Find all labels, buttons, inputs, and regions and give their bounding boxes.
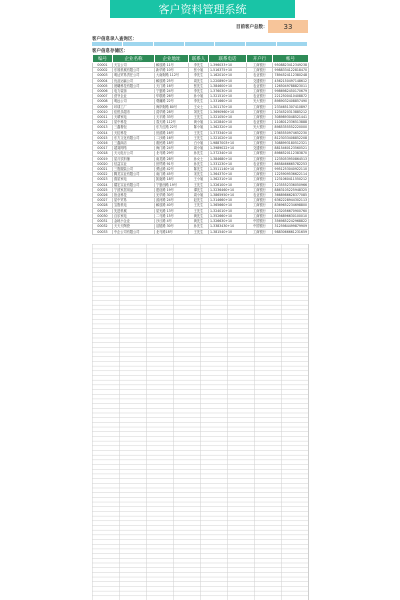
cell-bank[interactable]: 农业银行 (247, 120, 273, 125)
cell-id[interactable]: 00024 (93, 182, 113, 187)
cell-bank[interactable]: 工商银行 (247, 182, 273, 187)
cell-account[interactable]: 1235053950864513 (273, 156, 309, 161)
cell-account[interactable]: 3668986628377085 (273, 193, 309, 198)
cell-company[interactable]: 东方文化有限公司 (113, 135, 155, 140)
cell-company[interactable]: 宝胜机电 (113, 203, 155, 208)
cell-address[interactable]: 宁夏路 24号 (155, 89, 189, 94)
cell-company[interactable]: 天宝公司 (113, 63, 155, 68)
cell-company[interactable]: 电力装饰 (113, 89, 155, 94)
cell-address[interactable]: 南门路 45号 (155, 172, 189, 177)
table-row[interactable] (93, 135, 309, 140)
table-row[interactable] (93, 83, 309, 88)
header-account[interactable]: 帐号 (273, 55, 309, 63)
cell-company[interactable]: 百乐家电 (113, 213, 155, 218)
cell-contact[interactable]: 周小姐 (189, 193, 209, 198)
cell-address[interactable]: 春天路 112号 (155, 120, 189, 125)
cell-bank[interactable]: 工商银行 (247, 68, 273, 73)
cell-address[interactable]: 天门路 16号 (155, 83, 189, 88)
cell-phone[interactable]: 1-372340+10 (209, 151, 247, 156)
cell-address[interactable]: 二沙路 16号 (155, 135, 189, 140)
cell-id[interactable]: 00025 (93, 187, 113, 192)
cell-contact[interactable]: 陈先生 (189, 167, 209, 172)
cell-id[interactable]: 00022 (93, 172, 113, 177)
cell-bank[interactable]: 农业银行 (247, 83, 273, 88)
cell-phone[interactable]: 1-301170+10 (209, 104, 247, 109)
cell-contact[interactable]: 孙先生 (189, 151, 209, 156)
cell-account[interactable]: 8985355552220000 (273, 125, 309, 130)
table-row[interactable] (93, 120, 309, 125)
cell-account[interactable]: 2334651307410897 (273, 104, 309, 109)
cell-id[interactable]: 00002 (93, 68, 113, 73)
cell-bank[interactable]: 工商银行 (247, 172, 273, 177)
cell-contact[interactable]: 李先生 (189, 63, 209, 68)
cell-bank[interactable]: 工商银行 (247, 130, 273, 135)
cell-company[interactable]: 超赛网络 (113, 146, 155, 151)
cell-phone[interactable]: 1-3236460+10 (209, 187, 247, 192)
cell-address[interactable]: 天平路 33号 (155, 115, 189, 120)
cell-account[interactable]: 4562150497148612 (273, 78, 309, 83)
cell-account[interactable]: 2212500410408872 (273, 94, 309, 99)
cell-contact[interactable]: 孙先生 (189, 224, 209, 229)
cell-account[interactable]: 1232056670900760 (273, 208, 309, 213)
cell-id[interactable]: 00028 (93, 203, 113, 208)
cell-phone[interactable]: 1-162010+10 (209, 73, 247, 78)
cell-address[interactable]: 星光路 13号 (155, 208, 189, 213)
cell-id[interactable]: 00029 (93, 208, 113, 213)
page-title: 客户资料管理系统 (110, 0, 295, 18)
cell-contact[interactable]: 白小姐 (189, 141, 209, 146)
cell-address[interactable]: 北马路18号 (155, 229, 189, 234)
cell-phone[interactable]: 1-326630+10 (209, 219, 247, 224)
cell-company[interactable]: 蔚星家电 (113, 177, 155, 182)
cell-address[interactable]: 建设路 19号 (155, 187, 189, 192)
cell-contact[interactable]: 孙小姐 (189, 94, 209, 99)
cell-contact[interactable]: 张小姐 (189, 68, 209, 73)
empty-sheet-grid[interactable] (92, 244, 309, 600)
cell-bank[interactable]: 光大银行 (247, 125, 273, 130)
cell-contact[interactable]: 黄小姐 (189, 120, 209, 125)
table-row[interactable] (93, 182, 309, 187)
cell-company[interactable]: 天元电行公司 (113, 151, 155, 156)
cell-address[interactable]: 新华路 10号 (155, 68, 189, 73)
cell-address[interactable]: 涪陵路 30号 (155, 224, 189, 229)
cell-address[interactable]: 北马路 29号 (155, 151, 189, 156)
cell-contact[interactable]: 谭先生 (189, 187, 209, 192)
cell-id[interactable]: 00021 (93, 167, 113, 172)
cell-phone[interactable]: 1-376030+10 (209, 89, 247, 94)
table-row[interactable] (93, 161, 309, 166)
cell-company[interactable]: 佳悦乐超市 (113, 109, 155, 114)
cell-id[interactable]: 00006 (93, 89, 113, 94)
cell-account[interactable]: 3089893048521441 (273, 115, 309, 120)
query-cell-bank[interactable] (246, 42, 277, 46)
cell-account[interactable]: 3125984499879909 (273, 224, 309, 229)
cell-bank[interactable]: 农业银行 (247, 193, 273, 198)
cell-bank[interactable]: 工商银行 (247, 115, 273, 120)
table-row[interactable] (93, 109, 309, 114)
cell-contact[interactable]: 周小姐 (189, 146, 209, 151)
cell-contact[interactable]: 赵先生 (189, 198, 209, 203)
cell-account[interactable]: 8369652234698800 (273, 203, 309, 208)
query-cell-contact[interactable] (185, 42, 216, 46)
cell-id[interactable]: 00018 (93, 151, 113, 156)
table-row[interactable] (93, 125, 309, 130)
cell-phone[interactable]: 1-321020+10 (209, 135, 247, 140)
table-row[interactable] (93, 187, 309, 192)
cell-bank[interactable]: 农业银行 (247, 73, 273, 78)
cell-phone[interactable]: 1-352660+10 (209, 213, 247, 218)
cell-id[interactable]: 00015 (93, 135, 113, 140)
cell-address[interactable]: 沙丘路 4号 (155, 219, 189, 224)
cell-company[interactable]: 天虹科技 (113, 130, 155, 135)
cell-account[interactable]: 8863105225948325 (273, 187, 309, 192)
cell-company[interactable]: 东晟机械有限公司 (113, 68, 155, 73)
query-cell-name[interactable] (123, 42, 154, 46)
cell-contact[interactable]: 王先生 (189, 135, 209, 140)
cell-address[interactable]: 南龙路 28号 (155, 156, 189, 161)
cell-company[interactable]: 明达贸易责任公司 (113, 73, 155, 78)
table-row[interactable] (93, 193, 309, 198)
cell-contact[interactable]: 陈小姐 (189, 125, 209, 130)
cell-phone[interactable]: 1-321050+10 (209, 115, 247, 120)
table-row[interactable] (93, 151, 309, 156)
query-section-label: 客户信息录入查询区： (92, 37, 137, 42)
cell-address[interactable]: 光华路 30号 (155, 193, 189, 198)
cell-bank[interactable]: 工商银行 (247, 89, 273, 94)
cell-company[interactable]: 先进机械 (113, 208, 155, 213)
cell-phone[interactable]: 1-314660+10 (209, 198, 247, 203)
table-row[interactable] (93, 198, 309, 203)
cell-id[interactable]: 00033 (93, 229, 113, 234)
header-phone[interactable]: 联系电话 (209, 55, 247, 63)
customer-table (92, 54, 309, 235)
cell-phone[interactable]: 1-362320+10 (209, 125, 247, 130)
cell-account[interactable]: 9986982450170679 (273, 89, 309, 94)
cell-id[interactable]: 00026 (93, 193, 113, 198)
cell-phone[interactable]: 1-220890+10 (209, 78, 247, 83)
cell-id[interactable]: 00030 (93, 213, 113, 218)
cell-contact[interactable]: 李先生 (189, 73, 209, 78)
cell-company[interactable]: 耀宏实业有限公司 (113, 182, 155, 187)
cell-id[interactable]: 00019 (93, 156, 113, 161)
table-row[interactable] (93, 99, 309, 104)
customer-count-label: 目前客户总数： (236, 25, 268, 30)
customer-count-value: 33 (268, 20, 308, 33)
cell-account[interactable]: 8815460123560521 (273, 146, 309, 151)
cell-id[interactable]: 00031 (93, 219, 113, 224)
cell-id[interactable]: 00023 (93, 177, 113, 182)
cell-phone[interactable]: 1-381540+10 (209, 229, 247, 234)
table-row[interactable] (93, 219, 309, 224)
cell-contact[interactable]: 王小姐 (189, 177, 209, 182)
table-row[interactable] (93, 89, 309, 94)
cell-contact[interactable]: 王先生 (189, 182, 209, 187)
cell-phone[interactable]: 1-326100+10 (209, 182, 247, 187)
cell-account[interactable]: 1234520313885212 (273, 109, 309, 114)
cell-contact[interactable]: 宋先生 (189, 172, 209, 177)
cell-account[interactable]: 2365550974652230 (273, 130, 309, 135)
cell-address[interactable]: 华联路 26号 (155, 94, 189, 99)
cell-contact[interactable]: 李先生 (189, 99, 209, 104)
table-row[interactable] (93, 177, 309, 182)
cell-address[interactable]: 解放路 25号 (155, 78, 189, 83)
cell-contact[interactable]: 孙先生 (189, 161, 209, 166)
cell-contact[interactable]: 黄先生 (189, 213, 209, 218)
cell-id[interactable]: 00020 (93, 161, 113, 166)
cell-bank[interactable]: 工商银行 (247, 203, 273, 208)
cell-contact[interactable]: 王先生 (189, 208, 209, 213)
cell-address[interactable]: 清华路 28号 (155, 109, 189, 114)
cell-phone[interactable]: 1-384600+10 (209, 83, 247, 88)
cell-bank[interactable]: 工商银行 (247, 167, 273, 172)
cell-company[interactable]: 天天天陶瓷 (113, 224, 155, 229)
cell-id[interactable]: 00005 (93, 83, 113, 88)
cell-phone[interactable]: 1-364370+10 (209, 172, 247, 177)
cell-account[interactable]: 3569852242968822 (273, 219, 309, 224)
cell-id[interactable]: 00009 (93, 104, 113, 109)
cell-contact[interactable]: 张先生 (189, 83, 209, 88)
cell-phone[interactable]: 1-102840+10 (209, 120, 247, 125)
cell-id[interactable]: 00004 (93, 78, 113, 83)
cell-account[interactable]: 8989032408857490 (273, 99, 309, 104)
cell-bank[interactable]: 农业银行 (247, 161, 273, 166)
cell-address[interactable]: 勇达路 42号 (155, 167, 189, 172)
cell-phone[interactable]: 1-3511140+10 (209, 167, 247, 172)
table-row[interactable] (93, 63, 309, 68)
cell-phone[interactable]: 1-3383430+10 (209, 224, 247, 229)
cell-phone[interactable]: 1-365660+10 (209, 203, 247, 208)
query-cell-address[interactable] (154, 42, 185, 46)
cell-phone[interactable]: 1-373340+10 (209, 130, 247, 135)
cell-account[interactable]: 8986520112383870 (273, 151, 309, 156)
cell-address[interactable]: 惠民路 18号 (155, 141, 189, 146)
cell-bank[interactable]: 交通银行 (247, 78, 273, 83)
cell-contact[interactable]: 王女士 (189, 104, 209, 109)
cell-company[interactable]: 欣业科技 (113, 193, 155, 198)
cell-phone[interactable]: 1-321510+10 (209, 94, 247, 99)
cell-id[interactable]: 00008 (93, 99, 113, 104)
table-header-row (93, 55, 309, 63)
cell-company[interactable]: 宁波家居用品 (113, 187, 155, 192)
table-row[interactable] (93, 213, 309, 218)
cell-phone[interactable]: 1-324010+10 (209, 208, 247, 213)
cell-bank[interactable]: 工商银行 (247, 156, 273, 161)
cell-bank[interactable]: 工商银行 (247, 135, 273, 140)
cell-id[interactable]: 00016 (93, 141, 113, 146)
cell-bank[interactable]: 光大银行 (247, 99, 273, 104)
cell-company[interactable]: 明远公司 (113, 99, 155, 104)
cell-account[interactable]: 1235552336050966 (273, 182, 309, 187)
cell-phone[interactable]: 1-516375+10 (209, 68, 247, 73)
cell-id[interactable]: 00017 (93, 146, 113, 151)
cell-id[interactable]: 00001 (93, 63, 113, 68)
cell-address[interactable]: 解放路 40号 (155, 203, 189, 208)
cell-phone[interactable]: 1-362310+10 (209, 177, 247, 182)
cell-account[interactable]: 8658466665782253 (273, 161, 309, 166)
table-row[interactable] (93, 104, 309, 109)
table-row[interactable] (93, 78, 309, 83)
table-row[interactable] (93, 172, 309, 177)
table-row[interactable] (93, 73, 309, 78)
cell-bank[interactable]: 工商银行 (247, 213, 273, 218)
cell-company[interactable]: 三鑫商店 (113, 141, 155, 146)
cell-contact[interactable]: 孙女士 (189, 156, 209, 161)
cell-company[interactable]: 星月饮料铺 (113, 156, 155, 161)
cell-company[interactable]: 星中贸易 (113, 198, 155, 203)
table-row[interactable] (93, 156, 309, 161)
cell-phone[interactable]: 1-331230+10 (209, 161, 247, 166)
query-input-row[interactable] (92, 42, 308, 46)
cell-address[interactable]: 二马路 15号 (155, 213, 189, 218)
cell-bank[interactable]: 工商银行 (247, 198, 273, 203)
cell-address[interactable]: 世滨路 16号 (155, 130, 189, 135)
cell-contact[interactable]: 周先生 (189, 78, 209, 83)
table-row[interactable] (93, 68, 309, 73)
cell-phone[interactable]: 1-396033+10 (209, 63, 247, 68)
cell-address[interactable]: 宁夏西路 19号 (155, 182, 189, 187)
header-id[interactable]: 编号 (93, 55, 113, 63)
table-row[interactable] (93, 141, 309, 146)
table-body (93, 63, 309, 235)
cell-address[interactable]: 解放路 11号 (155, 63, 189, 68)
cell-bank[interactable]: 交通银行 (247, 146, 273, 151)
cell-company[interactable]: 中企公司有限公司 (113, 229, 155, 234)
cell-account[interactable]: 8556896630100010 (273, 213, 309, 218)
cell-bank[interactable]: 工商银行 (247, 187, 273, 192)
cell-id[interactable]: 00010 (93, 109, 113, 114)
cell-company[interactable]: 腾龙实业有限公司 (113, 172, 155, 177)
header-bank[interactable]: 开户行 (247, 55, 273, 63)
cell-bank[interactable]: 工商银行 (247, 63, 273, 68)
cell-bank[interactable]: 中国银行 (247, 219, 273, 224)
cell-account[interactable]: 9508823412349238 (273, 63, 309, 68)
table-row[interactable] (93, 208, 309, 213)
cell-account[interactable]: 9988334122818470 (273, 68, 309, 73)
cell-account[interactable]: 9951253040922110 (273, 167, 309, 172)
cell-address[interactable]: 滨河路 24号 (155, 198, 189, 203)
cell-account[interactable]: 1225909536622114 (273, 172, 309, 177)
query-cell-phone[interactable] (215, 42, 246, 46)
cell-account[interactable]: 6362228944302113 (273, 198, 309, 203)
cell-phone[interactable]: 1-3989022+10 (209, 146, 247, 151)
cell-id[interactable]: 00032 (93, 224, 113, 229)
cell-id[interactable]: 00011 (93, 115, 113, 120)
cell-id[interactable]: 00013 (93, 125, 113, 130)
cell-phone[interactable]: 1-9887003+10 (209, 141, 247, 146)
cell-contact[interactable]: 王先生 (189, 229, 209, 234)
cell-company[interactable]: 信益实业 (113, 161, 155, 166)
cell-bank[interactable]: 中国银行 (247, 224, 273, 229)
cell-bank[interactable]: 工商银行 (247, 151, 273, 156)
cell-company[interactable]: 星中科技 (113, 120, 155, 125)
cell-company[interactable]: 环球工厂 (113, 104, 155, 109)
cell-company[interactable]: 晨曦科技有限公司 (113, 83, 155, 88)
cell-company[interactable]: 三鑫餐包 (113, 125, 155, 130)
cell-address[interactable]: 观澜路 22号 (155, 99, 189, 104)
cell-id[interactable]: 00012 (93, 120, 113, 125)
cell-company[interactable]: 营爷企业 (113, 94, 155, 99)
cell-bank[interactable]: 工商银行 (247, 208, 273, 213)
cell-account[interactable]: 8123033408852208 (273, 135, 309, 140)
cell-bank[interactable]: 工商银行 (247, 177, 273, 182)
cell-company[interactable]: 天晴家电 (113, 115, 155, 120)
table-row[interactable] (93, 146, 309, 151)
table-row[interactable] (93, 224, 309, 229)
storage-section-label: 客户信息存储区： (92, 49, 128, 54)
cell-contact[interactable]: 刘先生 (189, 109, 209, 114)
cell-bank[interactable]: 工商银行 (247, 229, 273, 234)
cell-bank[interactable]: 农业银行 (247, 94, 273, 99)
cell-account[interactable]: 9883066661231659 (273, 229, 309, 234)
cell-address[interactable]: 海岸街路 80号 (155, 104, 189, 109)
cell-address[interactable]: 东方红路 22号 (155, 125, 189, 130)
cell-contact[interactable]: 王先生 (189, 203, 209, 208)
cell-account[interactable]: 7894524112380248 (273, 73, 309, 78)
cell-address[interactable]: 世贸路 91号 (155, 161, 189, 166)
table-row[interactable] (93, 130, 309, 135)
cell-account[interactable]: 3088993180512321 (273, 141, 309, 146)
cell-account[interactable]: 1265049788823011 (273, 83, 309, 88)
cell-contact[interactable]: 李先生 (189, 89, 209, 94)
table-row[interactable] (93, 167, 309, 172)
header-contact[interactable]: 联系人 (189, 55, 209, 63)
table-row[interactable] (93, 94, 309, 99)
cell-account[interactable]: 1108012336513888 (273, 120, 309, 125)
cell-address[interactable]: 海门路 24号 (155, 146, 189, 151)
cell-phone[interactable]: 1-384680+10 (209, 156, 247, 161)
cell-address[interactable]: 凯旋路 18号 (155, 177, 189, 182)
cell-id[interactable]: 00027 (93, 198, 113, 203)
header-company[interactable]: 企业名称 (113, 55, 155, 63)
cell-phone[interactable]: 1-3690960+10 (209, 109, 247, 114)
cell-bank[interactable]: 工商银行 (247, 104, 273, 109)
query-cell-account[interactable] (277, 42, 308, 46)
cell-account[interactable]: 1231060411550212 (273, 177, 309, 182)
cell-id[interactable]: 00007 (93, 94, 113, 99)
header-address[interactable]: 企业地址 (155, 55, 189, 63)
table-row[interactable] (93, 115, 309, 120)
cell-bank[interactable]: 工商银行 (247, 141, 273, 146)
cell-company[interactable]: 金地小企业 (113, 219, 155, 224)
cell-contact[interactable]: 黄先生 (189, 219, 209, 224)
cell-contact[interactable]: 王先生 (189, 130, 209, 135)
cell-company[interactable]: 三胜服装公司 (113, 167, 155, 172)
query-cell-id[interactable] (92, 42, 123, 46)
cell-contact[interactable]: 王先生 (189, 115, 209, 120)
cell-id[interactable]: 00014 (93, 130, 113, 135)
cell-phone[interactable]: 1-331660+10 (209, 99, 247, 104)
cell-bank[interactable]: 工商银行 (247, 109, 273, 114)
table-row[interactable] (93, 203, 309, 208)
cell-phone[interactable]: 1-3865950+10 (209, 193, 247, 198)
table-row[interactable] (93, 229, 309, 234)
cell-id[interactable]: 00003 (93, 73, 113, 78)
cell-address[interactable]: 大南街路 112号 (155, 73, 189, 78)
cell-company[interactable]: 优品运输公司 (113, 78, 155, 83)
